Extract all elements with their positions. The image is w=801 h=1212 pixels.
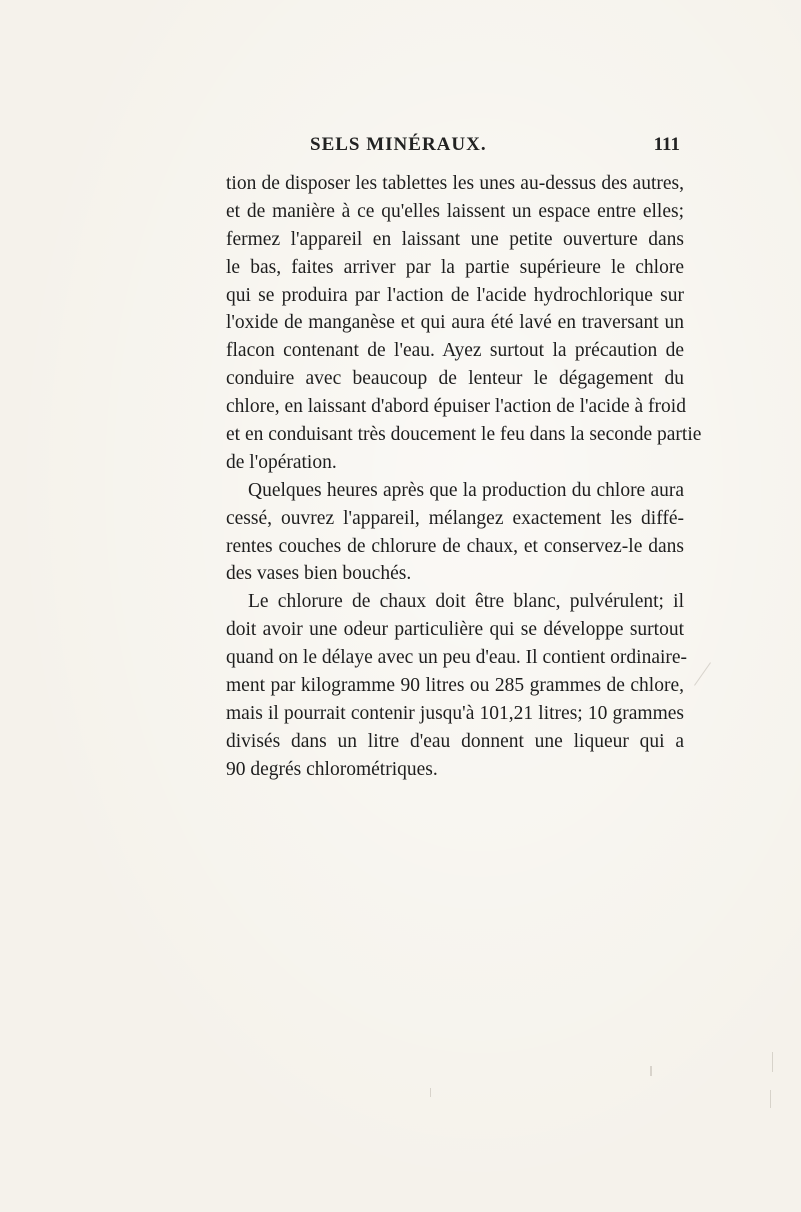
text-line: l'oxide de manganèse et qui aura été lavé en traversant un xyxy=(226,312,684,334)
paragraph-1 xyxy=(226,170,702,477)
text-line: doit avoir une odeur particulière qui se développe surtout xyxy=(226,619,684,641)
text-line: rentes couches de chlorure de chaux, et conservez-le dans xyxy=(226,535,684,557)
page-number: 111 xyxy=(653,134,680,155)
running-title: SELS MINÉRAUX. xyxy=(310,134,487,155)
paragraph-2 xyxy=(226,477,684,589)
text-line: flacon contenant de l'eau. Ayez surtout la précaution de xyxy=(226,340,684,362)
text-line: tion de disposer les tablettes les unes au-dessus des autres, xyxy=(226,173,684,194)
text-line: et de manière à ce qu'elles laissent un espace entre elles; xyxy=(226,200,684,222)
text-line: ment par kilogramme 90 litres ou 285 grammes de chlore, xyxy=(226,675,684,697)
paper-speck xyxy=(772,1052,773,1072)
text-line: conduire avec beaucoup de lenteur le dégagement du xyxy=(226,368,684,390)
text-line: chlore, en laissant d'abord épuiser l'action de l'acide à froid xyxy=(226,396,686,418)
paper-speck xyxy=(430,1088,431,1097)
text-line: et en conduisant très doucement le feu dans la seconde partie xyxy=(226,424,702,446)
text-line: le bas, faites arriver par la partie supérieure le chlore xyxy=(226,256,684,278)
text-line: qui se produira par l'action de l'acide hydrochlorique sur xyxy=(226,284,684,306)
text-line: quand on le délaye avec un peu d'eau. Il contient ordinaire- xyxy=(226,647,688,669)
paper-speck xyxy=(694,662,711,686)
text-line: fermez l'appareil en laissant une petite ouverture dans xyxy=(226,228,684,250)
text-line: Le chlorure de chaux doit être blanc, pulvérulent; il xyxy=(248,591,684,613)
text-line: divisés dans un litre d'eau donnent une liqueur qui a xyxy=(226,730,684,752)
text-line: 90 degrés chlorométriques. xyxy=(226,758,438,780)
text-line: mais il pourrait contenir jusqu'à 101,21 litres; 10 grammes xyxy=(226,702,684,724)
paragraph-3 xyxy=(226,588,688,783)
text-line: Quelques heures après que la production du chlore aura xyxy=(248,479,684,501)
running-head xyxy=(250,134,680,160)
text-line: des vases bien bouchés. xyxy=(226,563,412,585)
text-line: de l'opération. xyxy=(226,451,337,473)
body-text xyxy=(226,170,702,784)
text-line: cessé, ouvrez l'appareil, mélangez exactement les diffé- xyxy=(226,507,684,529)
paper-speck xyxy=(770,1090,771,1108)
paper-speck xyxy=(650,1066,652,1076)
